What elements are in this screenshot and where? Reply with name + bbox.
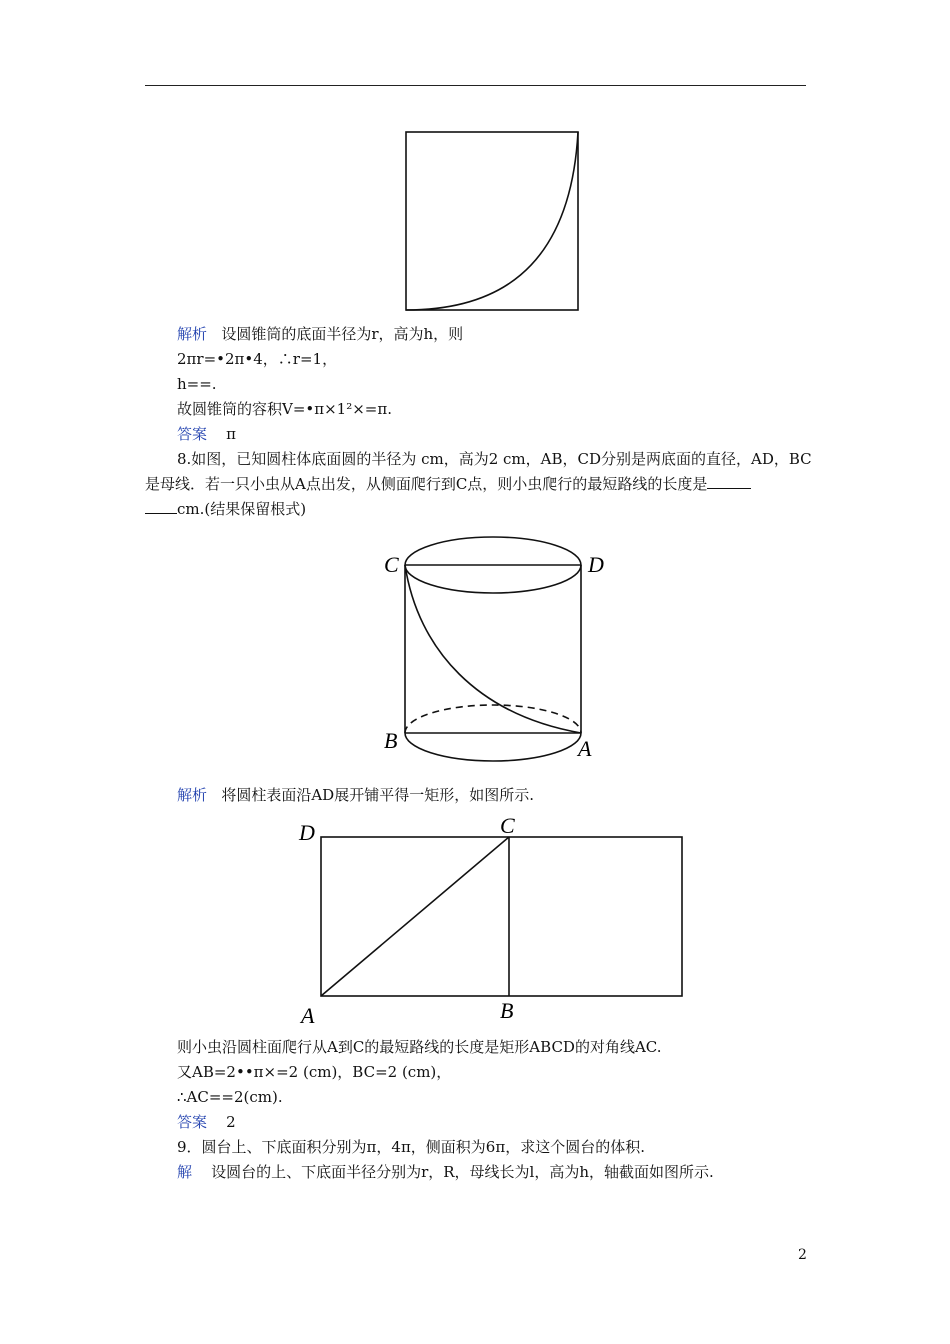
analysis3-line-1: 则小虫沿圆柱面爬行从A到C的最短路线的长度是矩形ABCD的对角线AC. bbox=[177, 1038, 662, 1056]
label-C: C bbox=[500, 813, 515, 838]
analysis2-label: 解析 bbox=[177, 786, 208, 804]
analysis2-line bbox=[177, 785, 534, 805]
solution-label: 解 bbox=[177, 1163, 193, 1181]
analysis-line-4: 故圆锥筒的容积V=•π×1²×=π. bbox=[177, 400, 392, 418]
solution-text: 设圆台的上、下底面半径分别为r，R，母线长为l，高为h，轴截面如图所示. bbox=[211, 1163, 714, 1181]
label-B: B bbox=[500, 998, 514, 1023]
answer-value: π bbox=[226, 425, 236, 443]
figure-cylinder bbox=[378, 530, 618, 765]
analysis-line-3: h==. bbox=[177, 375, 217, 393]
answer2-value: 2 bbox=[226, 1113, 236, 1131]
label-C: C bbox=[384, 552, 399, 577]
bottom-back-arc bbox=[405, 705, 581, 733]
label-A: A bbox=[301, 1003, 315, 1028]
answer-blank-continued bbox=[145, 499, 177, 514]
analysis-text-1: 设圆锥筒的底面半径为r，高为h，则 bbox=[221, 325, 464, 343]
square-outline bbox=[406, 132, 578, 310]
page-number: 2 bbox=[798, 1247, 807, 1263]
analysis-line-2: 2πr=•2π•4，∴r=1， bbox=[177, 350, 338, 368]
analysis-label: 解析 bbox=[177, 325, 208, 343]
label-A: A bbox=[578, 736, 592, 761]
problem8-text-2: 是母线．若一只小虫从A点出发，从侧面爬行到C点，则小虫爬行的最短路线的长度是 bbox=[145, 475, 708, 493]
answer-line-2 bbox=[177, 1112, 236, 1132]
problem8-text-3: cm.(结果保留根式) bbox=[177, 500, 307, 518]
header-rule bbox=[145, 85, 806, 86]
analysis3-line-2: 又AB=2••π×=2 (cm)，BC=2 (cm)， bbox=[177, 1063, 452, 1081]
shortest-path-curve bbox=[405, 565, 581, 733]
problem8-line-3 bbox=[145, 499, 306, 519]
analysis-line-1 bbox=[177, 324, 463, 344]
label-B: B bbox=[384, 728, 398, 753]
answer2-label: 答案 bbox=[177, 1113, 208, 1131]
figure-unfolded-rectangle bbox=[296, 808, 696, 1030]
diagonal-AC bbox=[321, 837, 509, 996]
figure-square-curve bbox=[400, 126, 585, 316]
label-D: D bbox=[299, 820, 315, 845]
problem9-solution-line bbox=[177, 1162, 714, 1182]
rectangle-outline bbox=[321, 837, 682, 996]
answer-line-1 bbox=[177, 424, 236, 444]
problem8-line-1: 8.如图，已知圆柱体底面圆的半径为 cm，高为2 cm，AB，CD分别是两底面的直径，AD，BC bbox=[177, 450, 812, 468]
problem8-line-2 bbox=[145, 474, 751, 494]
label-D: D bbox=[588, 552, 604, 577]
problem9-line-1: 9．圆台上、下底面积分别为π，4π，侧面积为6π，求这个圆台的体积. bbox=[177, 1138, 645, 1156]
arc-curve bbox=[406, 132, 578, 310]
analysis3-line-3: ∴AC==2(cm). bbox=[177, 1088, 283, 1106]
analysis2-text: 将圆柱表面沿AD展开铺平得一矩形，如图所示. bbox=[221, 786, 534, 804]
answer-label: 答案 bbox=[177, 425, 208, 443]
bottom-front-arc bbox=[405, 733, 581, 761]
answer-blank bbox=[707, 474, 751, 489]
